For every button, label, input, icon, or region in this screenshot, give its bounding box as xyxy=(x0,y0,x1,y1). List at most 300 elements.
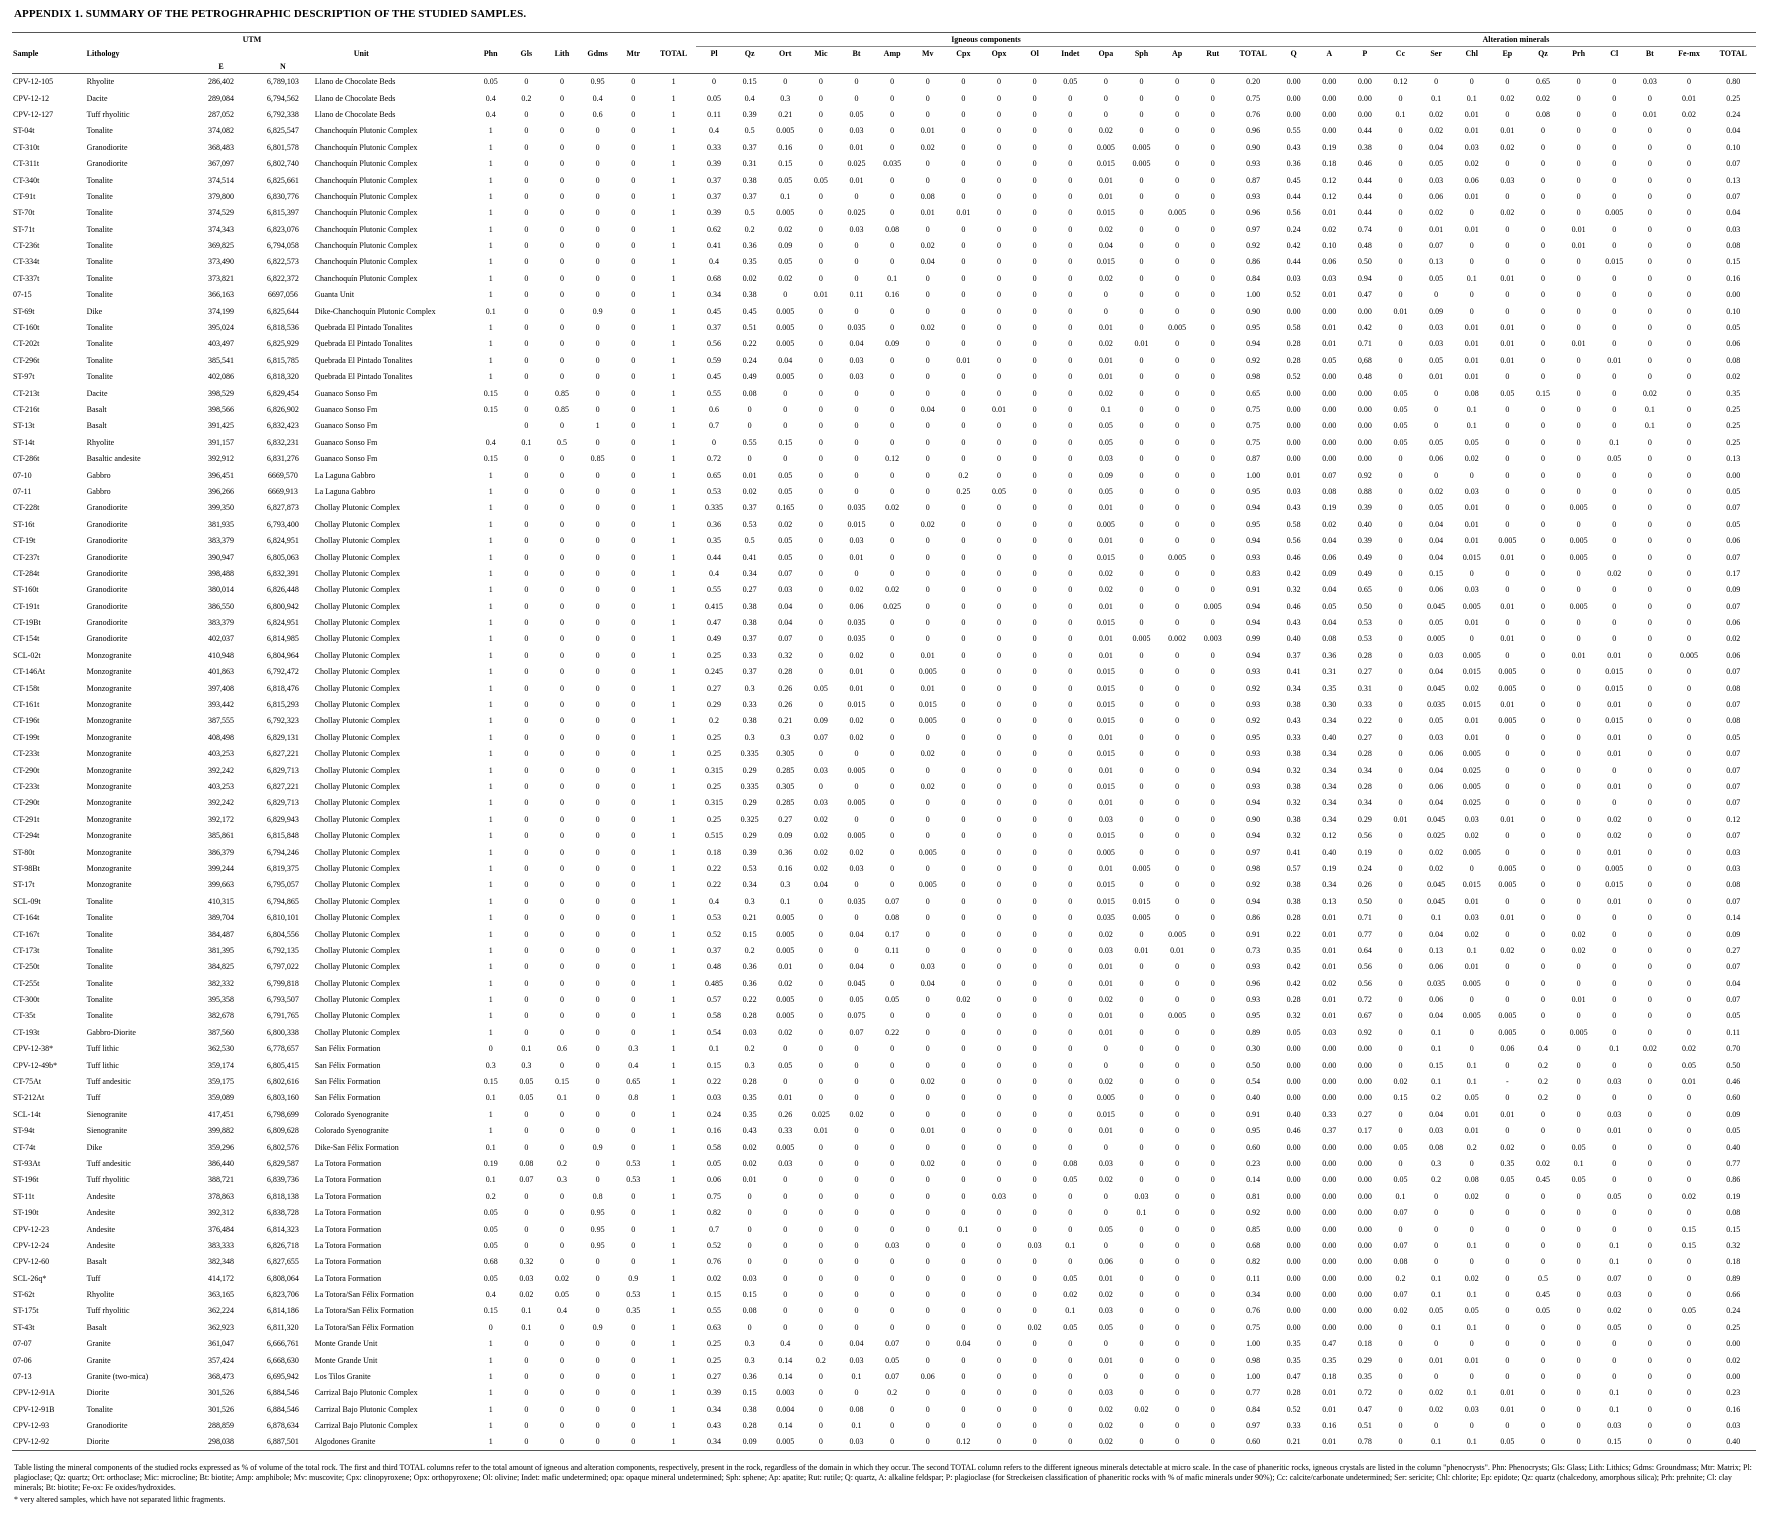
value-cell: 0 xyxy=(997,945,1001,955)
value-cell: 0 xyxy=(747,454,752,464)
value-cell: 0 xyxy=(1647,355,1652,365)
value-cell: 0 xyxy=(1434,77,1439,87)
value-cell: 0.01 xyxy=(1500,1109,1515,1119)
value-cell: 0 xyxy=(1139,1372,1144,1382)
value-cell: 0 xyxy=(1398,536,1403,546)
value-cell: 0.002 xyxy=(1168,634,1187,644)
value-cell: 0 xyxy=(997,372,1001,382)
header-spacer xyxy=(651,60,696,74)
value-cell: 0 xyxy=(1540,257,1545,267)
value-cell: 0.15 xyxy=(483,405,498,414)
value-cell: 0.24 xyxy=(1726,109,1741,119)
unit-cell: Chollay Plutonic Complex xyxy=(314,896,401,906)
value-cell: 0 xyxy=(595,126,600,136)
table-row xyxy=(12,680,1756,696)
value-cell: 0 xyxy=(854,1388,859,1398)
value-cell: 0 xyxy=(1647,552,1652,562)
value-cell: 0.03 xyxy=(1726,863,1741,873)
value-cell: 0.32 xyxy=(519,1257,534,1267)
value-cell: 0.53 xyxy=(707,913,721,923)
value-cell: 0.04 xyxy=(778,601,793,611)
table-row xyxy=(12,352,1756,368)
value-cell: 0 xyxy=(1032,863,1037,873)
value-cell: 0 xyxy=(595,585,600,595)
value-cell: 0 xyxy=(524,552,529,562)
header-spacer xyxy=(874,60,910,74)
unit-cell: Guanaco Sonso Fm xyxy=(314,437,378,447)
value-cell: 0.96 xyxy=(1246,126,1261,136)
sample-cell: ST-62t xyxy=(13,1290,35,1300)
value-cell: 0 xyxy=(1576,1257,1581,1267)
value-cell: 0 xyxy=(1647,749,1652,759)
lithology-cell: Tonalite xyxy=(86,126,113,136)
value-cell: 0.015 xyxy=(1096,618,1115,628)
value-cell: 0.04 xyxy=(849,339,864,349)
value-cell: 0 xyxy=(1139,355,1144,365)
value-cell: 0 xyxy=(1068,257,1073,267)
value-cell: 0.30 xyxy=(1246,1044,1261,1054)
value-cell: 0.34 xyxy=(707,1437,721,1447)
value-cell: 0 xyxy=(1647,126,1652,136)
value-cell: 0 xyxy=(747,1240,752,1250)
value-cell: 0.02 xyxy=(1682,1191,1697,1201)
value-cell: 0 xyxy=(1068,388,1073,398)
value-cell: 0 xyxy=(1687,290,1692,300)
value-cell: 392,912 xyxy=(208,454,235,464)
value-cell: 0.05 xyxy=(1500,388,1515,398)
value-cell: 0.00 xyxy=(1357,1093,1372,1103)
value-cell: 1 xyxy=(488,175,493,185)
value-cell: 0.3 xyxy=(744,896,755,906)
value-cell: 1 xyxy=(488,962,493,972)
value-cell: 0 xyxy=(925,437,930,447)
value-cell: 0.01 xyxy=(1607,749,1622,759)
value-cell: 0 xyxy=(818,1208,823,1218)
value-cell: 0 xyxy=(925,159,930,169)
unit-cell: Chanchoquín Plutonic Complex xyxy=(314,126,418,136)
value-cell: 0 xyxy=(1398,126,1403,136)
value-cell: 0.32 xyxy=(1726,1240,1741,1250)
value-cell: 0.315 xyxy=(705,798,723,808)
sample-cell: ST-71t xyxy=(13,224,35,234)
lithology-cell: Gabbro-Diorite xyxy=(86,1027,136,1037)
value-cell: 0 xyxy=(595,650,600,660)
value-cell: 0.1 xyxy=(1466,405,1477,414)
value-cell: 0 xyxy=(1647,913,1652,923)
value-cell: 0 xyxy=(1139,585,1144,595)
value-cell: 0 xyxy=(1032,1109,1037,1119)
value-cell: 0 xyxy=(595,1388,600,1398)
value-cell: 0 xyxy=(1103,93,1108,103)
value-cell: 373,821 xyxy=(208,273,235,283)
value-cell: 0.005 xyxy=(1168,323,1187,333)
table-row xyxy=(12,729,1756,745)
value-cell: 0.03 xyxy=(1429,1126,1444,1136)
value-cell: 0 xyxy=(1576,749,1581,759)
value-cell: 0 xyxy=(524,241,529,251)
value-cell: 0 xyxy=(818,503,823,513)
value-cell: 0.515 xyxy=(705,831,723,841)
value-cell: 0.40 xyxy=(1322,732,1337,742)
value-cell: 0.95 xyxy=(1246,519,1261,529)
value-cell: 0 xyxy=(1175,306,1180,316)
value-cell: 0 xyxy=(1175,437,1180,447)
value-cell: 0.41 xyxy=(1286,847,1301,857)
value-cell: 0 xyxy=(1175,1224,1180,1234)
table-row xyxy=(12,1188,1756,1204)
value-cell: 403,253 xyxy=(208,749,235,759)
value-cell: 0 xyxy=(997,1257,1001,1267)
lithology-cell: Granodiorite xyxy=(86,159,128,169)
value-cell: 0 xyxy=(631,634,636,644)
value-cell: 0.1 xyxy=(521,1044,532,1054)
value-cell: 0 xyxy=(1505,1208,1510,1218)
value-cell: 0 xyxy=(890,355,895,365)
value-cell: 0 xyxy=(1647,1077,1652,1087)
value-cell: 0.02 xyxy=(1098,995,1113,1005)
value-cell: 0 xyxy=(1032,191,1037,201)
value-cell: 0 xyxy=(1612,1224,1617,1234)
value-cell: 0 xyxy=(1175,93,1180,103)
value-cell: 0 xyxy=(961,863,966,873)
value-cell: 0.2 xyxy=(1431,1175,1442,1185)
value-cell: 0.06 xyxy=(1429,962,1444,972)
header-column-row xyxy=(12,47,1756,61)
lithology-cell: Monzogranite xyxy=(86,765,132,775)
value-cell: 0.75 xyxy=(707,1191,721,1201)
value-cell: 0 xyxy=(890,306,895,316)
value-cell: 0 xyxy=(961,257,966,267)
value-cell: 0.35 xyxy=(707,536,721,546)
value-cell: 0.005 xyxy=(1096,1093,1115,1103)
value-cell: 0.06 xyxy=(1429,749,1444,759)
value-cell: 0.05 xyxy=(1429,159,1444,169)
value-cell: 0.035 xyxy=(847,896,866,906)
value-cell: 0 xyxy=(1576,847,1581,857)
value-cell: 0 xyxy=(997,454,1001,464)
sample-cell: CT-233t xyxy=(13,781,40,791)
value-cell: 0.07 xyxy=(1726,552,1741,562)
value-cell: 0.47 xyxy=(1286,1372,1301,1382)
value-cell: 0 xyxy=(559,1240,564,1250)
value-cell: 6,808,064 xyxy=(266,1273,299,1283)
sample-cell: 07-11 xyxy=(13,486,32,496)
value-cell: 0 xyxy=(1175,126,1180,136)
value-cell: 0.37 xyxy=(742,503,757,513)
value-cell: 6,815,785 xyxy=(266,355,299,365)
unit-cell: Llano de Chocolate Beds xyxy=(314,77,396,87)
value-cell: 0 xyxy=(559,241,564,251)
value-cell: 0.005 xyxy=(1498,863,1517,873)
value-cell: 0 xyxy=(925,585,930,595)
value-cell: 0 xyxy=(1139,880,1144,890)
table-row xyxy=(12,1172,1756,1188)
value-cell: 0 xyxy=(818,126,823,136)
value-cell: 0 xyxy=(1540,175,1545,185)
lithology-cell: Tonalite xyxy=(86,339,113,349)
value-cell: 0 xyxy=(925,1273,930,1283)
unit-cell: Chollay Plutonic Complex xyxy=(314,978,401,988)
value-cell: 0.47 xyxy=(1322,1339,1337,1349)
value-cell: 0 xyxy=(925,814,930,824)
value-cell: 0.005 xyxy=(1498,1027,1517,1037)
value-cell: 0 xyxy=(1612,798,1617,808)
value-cell: 0.29 xyxy=(742,765,757,775)
value-cell: 0.01 xyxy=(1429,1355,1444,1365)
value-cell: 0.2 xyxy=(485,1191,496,1201)
value-cell: 0 xyxy=(559,978,564,988)
value-cell: 0.09 xyxy=(1322,568,1337,578)
value-cell: 1 xyxy=(488,585,493,595)
value-cell: 1 xyxy=(671,831,676,841)
lithology-cell: Dacite xyxy=(86,388,108,398)
value-cell: 0.1 xyxy=(1431,913,1442,923)
value-cell: 0.49 xyxy=(707,634,721,644)
value-cell: 0 xyxy=(559,995,564,1005)
value-cell: 0.00 xyxy=(1357,421,1372,431)
value-cell: 1 xyxy=(671,486,676,496)
value-cell: 0 xyxy=(925,372,930,382)
value-cell: 0 xyxy=(818,749,823,759)
value-cell: 0 xyxy=(1210,224,1215,234)
value-cell: 0.02 xyxy=(1726,634,1741,644)
value-cell: 0.19 xyxy=(1322,503,1337,513)
value-cell: 0 xyxy=(1032,896,1037,906)
value-cell: 0 xyxy=(1647,1355,1652,1365)
value-cell: 6,824,951 xyxy=(266,618,299,628)
value-cell: 0.01 xyxy=(1464,109,1479,119)
value-cell: 0 xyxy=(997,1388,1001,1398)
value-cell: 0.1 xyxy=(1100,405,1111,414)
value-cell: 0 xyxy=(783,454,788,464)
value-cell: 0.335 xyxy=(740,749,759,759)
value-cell: 0.21 xyxy=(1286,1437,1301,1447)
value-cell: 0 xyxy=(559,273,564,283)
value-cell: 0.00 xyxy=(1357,77,1372,87)
value-cell: 0 xyxy=(854,1224,859,1234)
value-cell: 0 xyxy=(1540,1372,1545,1382)
value-cell: 0 xyxy=(1687,1027,1692,1037)
value-cell: 0.02 xyxy=(1500,1142,1515,1152)
value-cell: 0 xyxy=(1540,1388,1545,1398)
value-cell: 0 xyxy=(1139,306,1144,316)
value-cell: 0.15 xyxy=(1682,1224,1697,1234)
table-row xyxy=(12,1418,1756,1434)
value-cell: 0 xyxy=(1540,700,1545,710)
value-cell: 0.005 xyxy=(1168,208,1187,218)
value-cell: 0 xyxy=(1210,847,1215,857)
value-cell: 6,803,160 xyxy=(266,1093,299,1103)
table-row xyxy=(12,385,1756,401)
table-row xyxy=(12,1008,1756,1024)
value-cell: 0 xyxy=(818,1372,823,1382)
lithology-cell: Dike xyxy=(86,1142,103,1152)
lithology-cell: Granodiorite xyxy=(86,519,128,529)
value-cell: 359,174 xyxy=(208,1060,235,1070)
value-cell: 0.75 xyxy=(1246,93,1261,103)
value-cell: 0 xyxy=(890,1126,895,1136)
unit-cell: Chollay Plutonic Complex xyxy=(314,847,401,857)
value-cell: 0.51 xyxy=(1357,1421,1372,1431)
value-cell: 0 xyxy=(1687,306,1692,316)
value-cell: 0.45 xyxy=(742,306,757,316)
value-cell: 0 xyxy=(631,1011,636,1021)
value-cell: 0.00 xyxy=(1286,388,1301,398)
value-cell: 0 xyxy=(1540,601,1545,611)
table-row xyxy=(12,319,1756,335)
value-cell: 0 xyxy=(1540,913,1545,923)
value-cell: 0 xyxy=(1068,650,1073,660)
value-cell: 0 xyxy=(524,1372,529,1382)
value-cell: 0 xyxy=(1540,355,1545,365)
value-cell: 0 xyxy=(631,798,636,808)
unit-cell: San Félix Formation xyxy=(314,1044,381,1054)
value-cell: 0.41 xyxy=(707,241,721,251)
value-cell: 0 xyxy=(1068,1257,1073,1267)
value-cell: 0 xyxy=(1139,1240,1144,1250)
value-cell: 0 xyxy=(1505,159,1510,169)
value-cell: 0.01 xyxy=(1322,1388,1337,1398)
value-cell: 0.02 xyxy=(1429,126,1444,136)
value-cell: 0 xyxy=(1139,224,1144,234)
value-cell: 0 xyxy=(1576,486,1581,496)
value-cell: 0 xyxy=(1540,470,1545,480)
value-cell: 0.00 xyxy=(1286,1273,1301,1283)
value-cell: 0.05 xyxy=(1429,716,1444,726)
value-cell: 0.28 xyxy=(742,1011,757,1021)
value-cell: 0 xyxy=(1687,191,1692,201)
value-cell: 0 xyxy=(854,1044,859,1054)
value-cell: 0 xyxy=(818,1158,823,1168)
value-cell: 0 xyxy=(997,896,1001,906)
value-cell: 6,824,951 xyxy=(266,536,299,546)
value-cell: 0.60 xyxy=(1246,1142,1261,1152)
value-cell: 0 xyxy=(1139,503,1144,513)
value-cell: 0 xyxy=(559,814,564,824)
value-cell: 1 xyxy=(671,552,676,562)
value-cell: 0.03 xyxy=(849,372,864,382)
value-cell: 0 xyxy=(997,1044,1001,1054)
value-cell: 0.005 xyxy=(847,765,866,775)
value-cell: 0 xyxy=(1068,1044,1073,1054)
value-cell: 0.34 xyxy=(1322,880,1337,890)
value-cell: 6,825,644 xyxy=(266,306,299,316)
value-cell: 0 xyxy=(1576,1372,1581,1382)
value-cell: 0.95 xyxy=(590,1208,605,1218)
value-cell: 0.22 xyxy=(1357,716,1372,726)
value-cell: 0.07 xyxy=(1726,749,1741,759)
value-cell: 0 xyxy=(595,339,600,349)
unit-cell: La Totora Formation xyxy=(314,1158,382,1168)
unit-cell: San Félix Formation xyxy=(314,1093,381,1103)
value-cell: 0.025 xyxy=(811,1109,830,1119)
value-cell: 0.01 xyxy=(1322,995,1337,1005)
value-cell: 0.05 xyxy=(1607,1322,1622,1332)
value-cell: 0 xyxy=(783,1224,788,1234)
value-cell: 0.05 xyxy=(1726,486,1741,496)
value-cell: 0.92 xyxy=(1246,1208,1261,1218)
value-cell: 0 xyxy=(595,683,600,693)
value-cell: 0 xyxy=(595,978,600,988)
value-cell: 0.00 xyxy=(1357,1060,1372,1070)
value-cell: 0 xyxy=(1068,831,1073,841)
value-cell: 0 xyxy=(1687,1158,1692,1168)
value-cell: 0 xyxy=(1612,290,1617,300)
value-cell: 0.1 xyxy=(1466,1290,1477,1300)
value-cell: 0.01 xyxy=(1322,208,1337,218)
value-cell: 0.02 xyxy=(920,1077,935,1087)
value-cell: 0 xyxy=(1032,454,1037,464)
value-cell: 0 xyxy=(1687,913,1692,923)
value-cell: 6,818,476 xyxy=(266,683,299,693)
table-row xyxy=(12,369,1756,385)
value-cell: 0 xyxy=(524,273,529,283)
value-cell: 0.94 xyxy=(1246,503,1261,513)
value-cell: 0 xyxy=(1469,1224,1474,1234)
value-cell: 0 xyxy=(631,765,636,775)
value-cell: 0 xyxy=(1540,126,1545,136)
value-cell: 0 xyxy=(1139,618,1144,628)
value-cell: 0 xyxy=(631,568,636,578)
value-cell: 0.00 xyxy=(1322,1290,1337,1300)
sample-cell: CT-250t xyxy=(13,962,40,972)
value-cell: 0 xyxy=(854,306,859,316)
value-cell: 0 xyxy=(595,716,600,726)
value-cell: 6,822,372 xyxy=(266,273,299,283)
value-cell: 0.15 xyxy=(742,1388,757,1398)
value-cell: 0 xyxy=(1068,1208,1073,1218)
value-cell: 0 xyxy=(890,798,895,808)
sample-cell: ST-212At xyxy=(13,1093,45,1103)
value-cell: 0 xyxy=(997,241,1001,251)
value-cell: 0 xyxy=(1398,683,1403,693)
value-cell: 0.01 xyxy=(1322,913,1337,923)
value-cell: 0.90 xyxy=(1246,306,1261,316)
value-cell: 0 xyxy=(890,667,895,677)
value-cell: 1 xyxy=(671,1240,676,1250)
value-cell: 0.01 xyxy=(1322,290,1337,300)
value-cell: 0.95 xyxy=(1246,1126,1261,1136)
value-cell: 0.05 xyxy=(707,1158,721,1168)
value-cell: 0 xyxy=(1139,650,1144,660)
value-cell: 0.01 xyxy=(1286,470,1301,480)
value-cell: 0 xyxy=(631,126,636,136)
lithology-cell: Sienogranite xyxy=(86,1109,128,1119)
value-cell: 0.02 xyxy=(1500,93,1515,103)
table-row xyxy=(12,877,1756,893)
value-cell: 0.02 xyxy=(1642,1044,1657,1054)
value-cell: 0 xyxy=(1139,798,1144,808)
sample-cell: CT-284t xyxy=(13,568,40,578)
sample-cell: CT-296t xyxy=(13,355,40,365)
sample-cell: CPV-12-12 xyxy=(13,93,50,103)
value-cell: 0 xyxy=(997,1109,1001,1119)
value-cell: 0 xyxy=(1139,77,1144,87)
value-cell: 0 xyxy=(559,929,564,939)
value-cell: 0 xyxy=(1032,749,1037,759)
value-cell: 0.03 xyxy=(1500,175,1515,185)
value-cell: 0.72 xyxy=(1357,1388,1372,1398)
value-cell: 0.01 xyxy=(1098,323,1113,333)
value-cell: 0 xyxy=(1032,159,1037,169)
value-cell: 0.3 xyxy=(780,880,791,890)
lithology-cell: Monzogranite xyxy=(86,716,132,726)
value-cell: 0 xyxy=(1032,945,1037,955)
value-cell: 0 xyxy=(890,716,895,726)
value-cell: 0 xyxy=(925,454,930,464)
value-cell: 0 xyxy=(997,700,1001,710)
value-cell: 0.02 xyxy=(1464,159,1479,169)
